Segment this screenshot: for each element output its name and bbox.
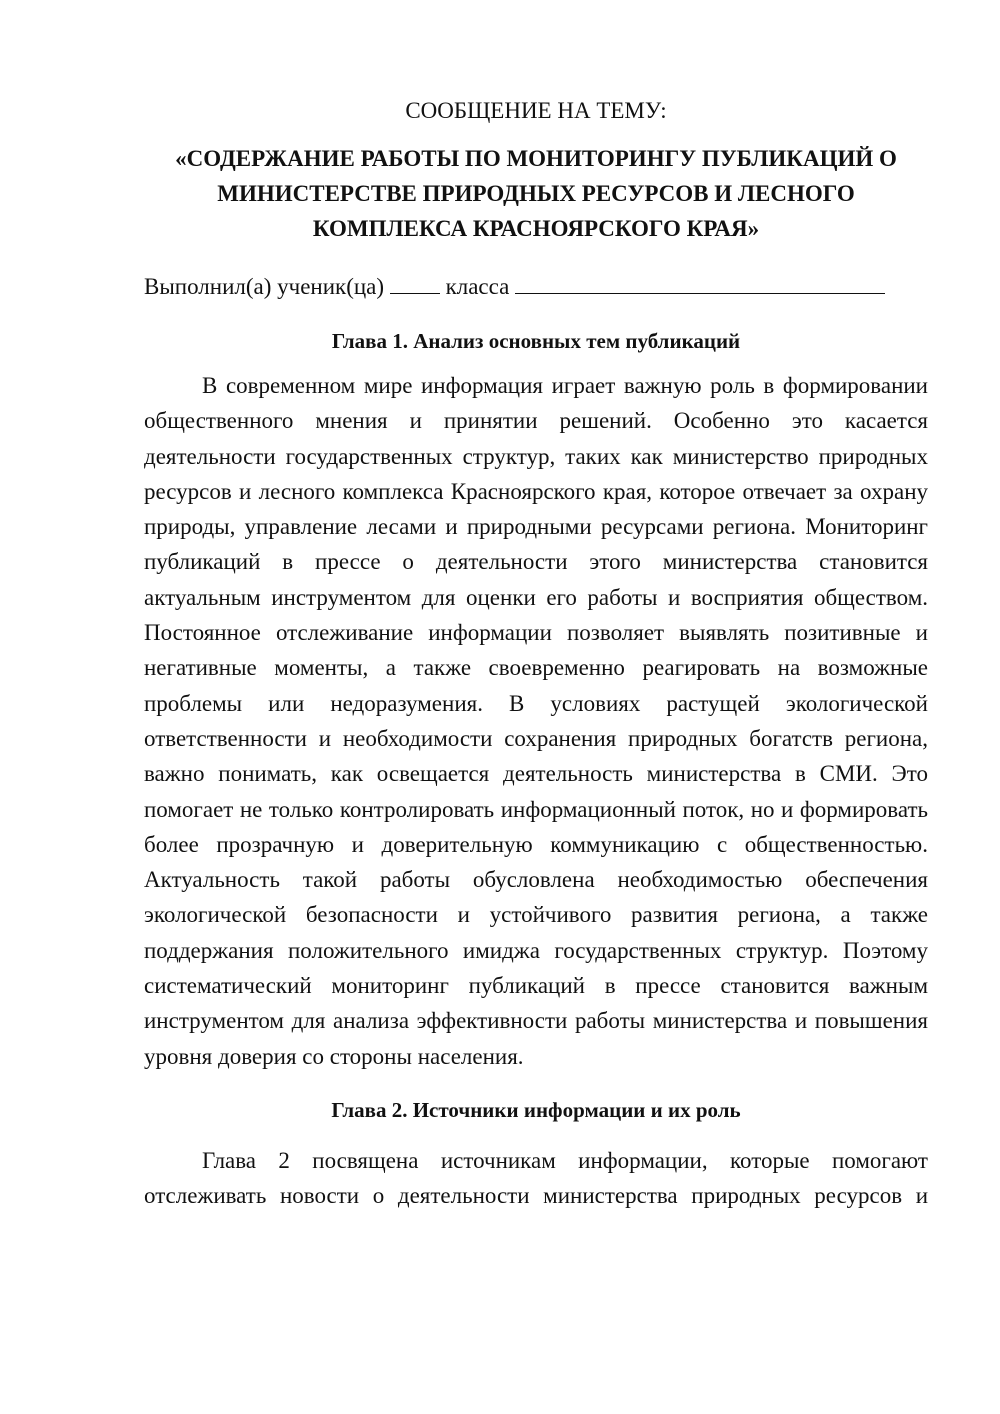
title-line: МИНИСТЕРСТВЕ ПРИРОДНЫХ РЕСУРСОВ И ЛЕСНОГО [217,181,855,206]
chapter2-paragraph: Глава 2 посвящена источникам информации, которые помогают отслеживать новости о деятельности министерства природных ресурсов и [144,1147,928,1209]
chapter1-paragraph: В современном мире информация играет важную роль в формировании общественного мнения и принятии решений. Особенно это касается деятельности государственных структур, таких как министерство природных ресурсов и лесного комплекса Красноярского края, которое отвечает за охрану природы, управление лесами и природными ресурсами региона. Мониторинг публикаций в прессе о деятельности этого министерства становится актуальным инструментом для оценки его работы и восприятия обществом. Постоянное отслеживание информации позволяет выявлять позитивные и негативные моменты, а также своевременно реагировать на возможные проблемы или недоразумения. В условиях растущей экологической ответственности и необходимости сохранения природных богатств региона, важно понимать, как освещается деятельность министерства в СМИ. Это помогает не только контролировать информационный поток, но и формировать более прозрачную и доверительную коммуникацию с общественностью. Актуальность такой работы обусловлена необходимостью обеспечения экологической безопасности и устойчивого развития региона, а также поддержания положительного имиджа государственных структур. Поэтому систематический мониторинг публикаций в прессе становится важным инструментом для анализа эффективности работы министерства и повышения уровня доверия со стороны населения. [144,373,928,1069]
document-title [144,141,928,246]
author-class-label: класса [445,274,510,299]
chapter1-heading: Глава 1. Анализ основных тем публикаций [331,329,741,353]
chapter2-heading: Глава 2. Источники информации и их роль [331,1097,741,1122]
document-page [144,94,928,1214]
name-blank [515,269,885,294]
document-header: СООБЩЕНИЕ НА ТЕМУ: [405,98,667,123]
author-student-label: Выполнил(а) ученик(ца) [144,274,385,299]
title-line: КОМПЛЕКСА КРАСНОЯРСКОГО КРАЯ» [312,216,760,241]
author-line [144,269,928,304]
class-blank [390,269,440,294]
title-line: «СОДЕРЖАНИЕ РАБОТЫ ПО МОНИТОРИНГУ ПУБЛИКАЦИЙ О [175,146,897,171]
